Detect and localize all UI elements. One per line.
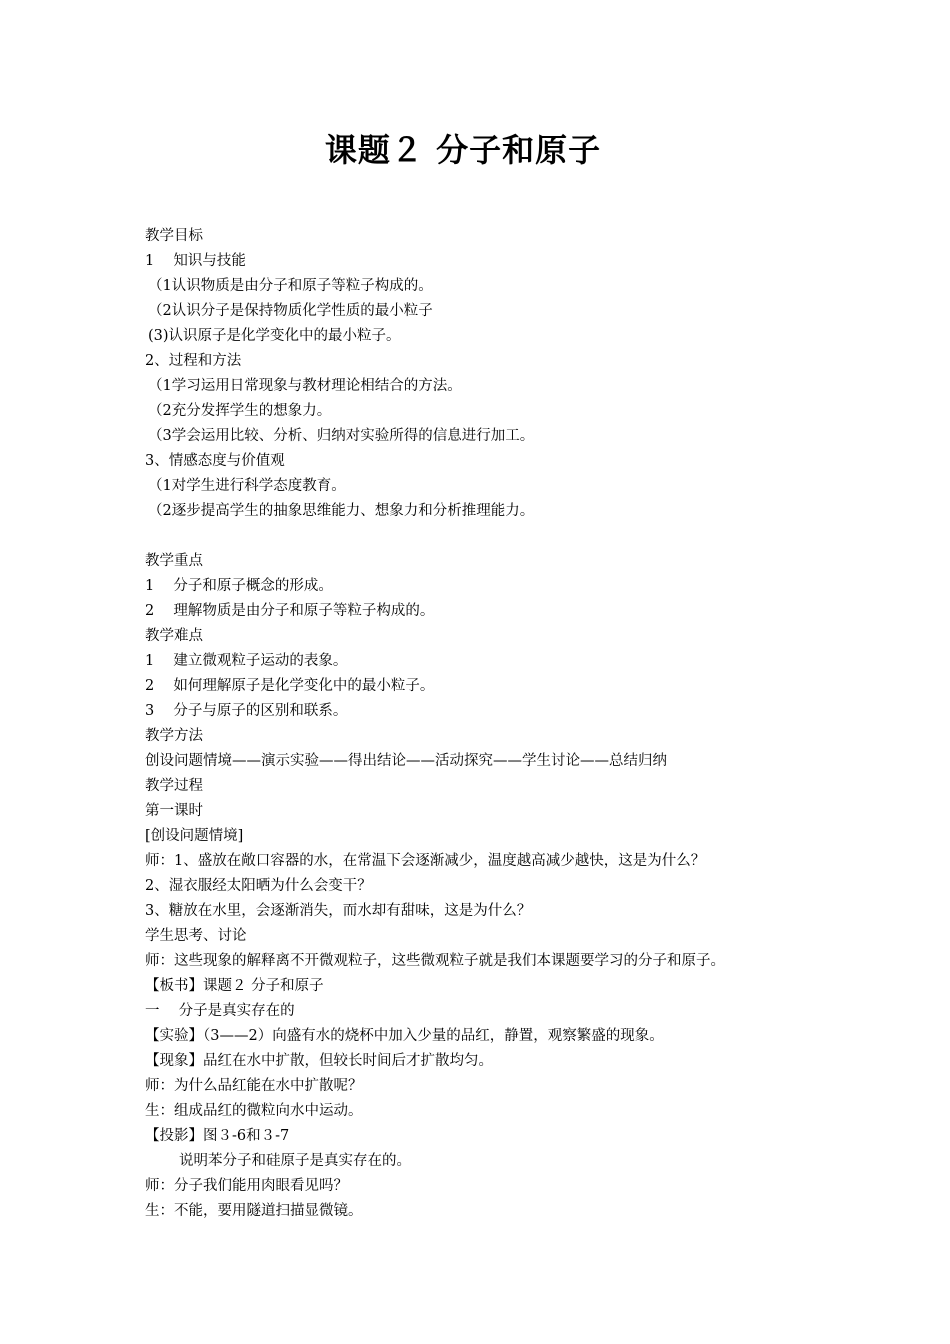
projection-note: 【投影】图３-6和３-7	[145, 1128, 290, 1144]
heading-teaching-process: 教学过程	[145, 778, 203, 794]
teaching-method-text: 创设问题情境——演示实验——得出结论——活动探究——学生讨论——总结归纳	[145, 753, 667, 769]
goal-item: （1对学生进行科学态度教育。	[148, 478, 346, 494]
goal-item: (3)认识原子是化学变化中的最小粒子。	[148, 328, 401, 344]
difficulty-item: 1 建立微观粒子运动的表象。	[145, 653, 348, 669]
goal-item: （1学习运用日常现象与教材理论相结合的方法。	[148, 378, 462, 394]
key-point-item: 1 分子和原子概念的形成。	[145, 578, 333, 594]
blank-line	[145, 524, 935, 549]
difficulty-item: 3 分子与原子的区别和联系。	[145, 703, 348, 719]
dialogue-line: 师：为什么品红能在水中扩散呢？	[145, 1078, 363, 1094]
key-point-item: 2 理解物质是由分子和原子等粒子构成的。	[145, 603, 435, 619]
heading-difficulties: 教学难点	[145, 628, 203, 644]
document-body	[145, 224, 935, 1224]
difficulty-item: 2 如何理解原子是化学变化中的最小粒子。	[145, 678, 435, 694]
explanation-line: 说明苯分子和硅原子是真实存在的。	[179, 1153, 411, 1169]
heading-teaching-goals: 教学目标	[145, 228, 203, 244]
heading-teaching-method: 教学方法	[145, 728, 203, 744]
dialogue-line: 师：这些现象的解释离不开微观粒子，这些微观粒子就是我们本课题要学习的分子和原子。	[145, 953, 725, 969]
section-label: [创设问题情境]	[145, 828, 244, 844]
lesson-label: 第一课时	[145, 803, 203, 819]
goal-item: （2逐步提高学生的抽象思维能力、想象力和分析推理能力。	[148, 503, 535, 519]
goal-section-knowledge: 1 知识与技能	[145, 253, 246, 269]
goal-item: （2认识分子是保持物质化学性质的最小粒子	[148, 303, 433, 319]
dialogue-line: 师：分子我们能用肉眼看见吗？	[145, 1178, 348, 1194]
dialogue-line: 3、糖放在水里，会逐渐消失，而水却有甜味，这是为什么？	[145, 903, 532, 919]
dialogue-line: 2、湿衣服经太阳晒为什么会变干？	[145, 878, 372, 894]
dialogue-line: 生：组成品红的微粒向水中运动。	[145, 1103, 363, 1119]
goal-item: （1认识物质是由分子和原子等粒子构成的。	[148, 278, 433, 294]
phenomenon-note: 【现象】品红在水中扩散，但较长时间后才扩散均匀。	[145, 1053, 493, 1069]
goal-section-attitude: 3、情感态度与价值观	[145, 453, 285, 469]
dialogue-line: 师：1、盛放在敞口容器的水，在常温下会逐渐减少，温度越高减少越快，这是为什么？	[145, 853, 706, 869]
board-note: 【板书】课题２ 分子和原子	[145, 978, 324, 994]
goal-section-process: 2、过程和方法	[145, 353, 242, 369]
goal-item: （3学会运用比较、分析、归纳对实验所得的信息进行加工。	[148, 428, 535, 444]
heading-key-points: 教学重点	[145, 553, 203, 569]
goal-item: （2充分发挥学生的想象力。	[148, 403, 332, 419]
experiment-note: 【实验】（3——2）向盛有水的烧杯中加入少量的品红，静置，观察繁盛的现象。	[145, 1028, 664, 1044]
document-title: 课题２ 分子和原子	[324, 131, 602, 169]
subsection-heading: 一 分子是真实存在的	[145, 1003, 295, 1019]
dialogue-line: 学生思考、讨论	[145, 928, 247, 944]
dialogue-line: 生：不能，要用隧道扫描显微镜。	[145, 1203, 363, 1219]
